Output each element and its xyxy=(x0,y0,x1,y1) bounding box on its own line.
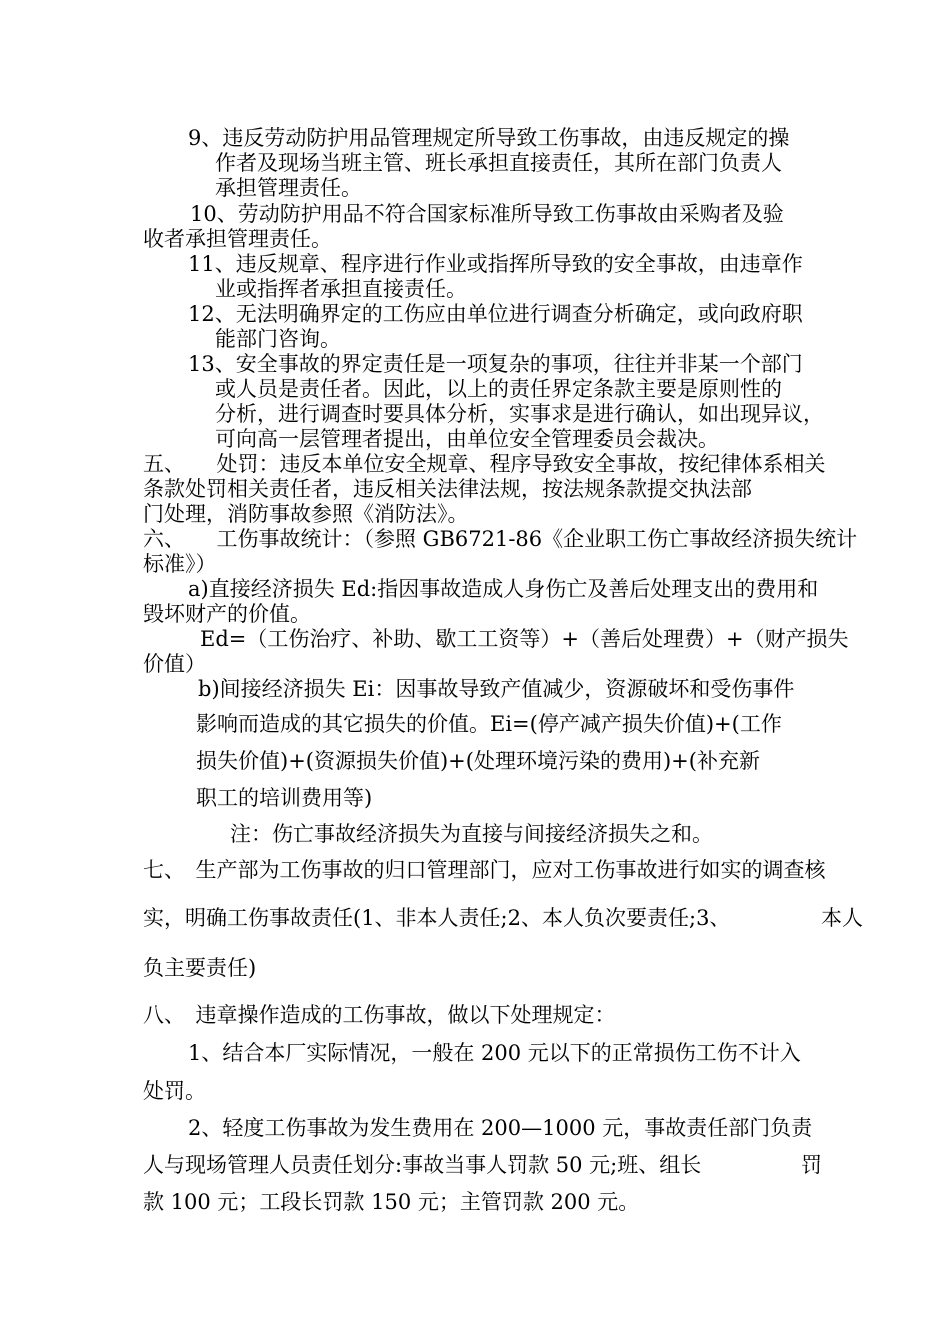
rule-2-line-2: 人与现场管理人员责任划分:事故当事人罚款 50 元;班、组长 xyxy=(143,1153,702,1177)
item-13-line-2: 或人员是责任者。因此，以上的责任界定条款主要是原则性的 xyxy=(215,377,782,401)
item-10-line-1: 10、劳动防护用品不符合国家标准所导致工伤事故由采购者及验 xyxy=(190,202,784,226)
item-12-line-1: 12、无法明确界定的工伤应由单位进行调查分析确定，或向政府职 xyxy=(188,302,803,326)
indirect-loss-line-1: b)间接经济损失 Ei：因事故导致产值减少，资源破坏和受伤事件 xyxy=(198,677,795,701)
rule-2-line-3: 款 100 元；工段长罚款 150 元；主管罚款 200 元。 xyxy=(143,1190,640,1214)
section-5-line-2: 条款处罚相关责任者，违反相关法律法规，按法规条款提交执法部 xyxy=(143,477,752,501)
section-7-line-1: 七、 生产部为工伤事故的归口管理部门，应对工伤事故进行如实的调查核 xyxy=(143,858,826,882)
loss-note: 注：伤亡事故经济损失为直接与间接经济损失之和。 xyxy=(230,822,713,846)
rule-2-line-1: 2、轻度工伤事故为发生费用在 200—1000 元，事故责任部门负责 xyxy=(188,1116,813,1140)
section-7-line-2: 实，明确工伤事故责任(1、非本人责任;2、本人负次要责任;3、 xyxy=(143,906,731,930)
rule-1-line-2: 处罚。 xyxy=(143,1079,206,1103)
item-12-line-2: 能部门咨询。 xyxy=(215,327,341,351)
item-9-line-2: 作者及现场当班主管、班长承担直接责任，其所在部门负责人 xyxy=(215,151,782,175)
section-5-line-1: 五、 处罚：违反本单位安全规章、程序导致安全事故，按纪律体系相关 xyxy=(143,452,826,476)
section-6-line-2: 标准》） xyxy=(143,552,217,576)
section-8-heading: 八、 违章操作造成的工伤事故，做以下处理规定： xyxy=(143,1003,616,1027)
item-13-line-1: 13、安全事故的界定责任是一项复杂的事项，往往并非某一个部门 xyxy=(188,352,803,376)
section-6-line-1: 六、 工伤事故统计：（参照 GB6721-86《企业职工伤亡事故经济损失统计 xyxy=(143,527,858,551)
section-5-line-3: 门处理，消防事故参照《消防法》。 xyxy=(143,502,469,526)
section-7-line-3: 负主要责任) xyxy=(143,956,257,980)
item-13-line-4: 可向高一层管理者提出，由单位安全管理委员会裁决。 xyxy=(215,427,719,451)
item-9-line-3: 承担管理责任。 xyxy=(215,176,362,200)
item-11-line-1: 11、违反规章、程序进行作业或指挥所导致的安全事故，由违章作 xyxy=(188,252,803,276)
direct-loss-formula-line-1: Ed=（工伤治疗、补助、歇工工资等）+（善后处理费）+（财产损失 xyxy=(200,627,849,651)
item-11-line-2: 业或指挥者承担直接责任。 xyxy=(215,277,467,301)
rule-1-line-1: 1、结合本厂实际情况，一般在 200 元以下的正常损伤工伤不计入 xyxy=(188,1041,801,1065)
section-7-line-2-end: 本人 xyxy=(821,906,863,930)
indirect-loss-line-3: 损失价值)+(资源损失价值)+(处理环境污染的费用)+(补充新 xyxy=(196,749,760,773)
item-13-line-3: 分析，进行调查时要具体分析，实事求是进行确认，如出现异议， xyxy=(215,402,824,426)
indirect-loss-line-2: 影响而造成的其它损失的价值。Ei=(停产减产损失价值)+(工作 xyxy=(196,712,782,736)
direct-loss-formula-line-2: 价值） xyxy=(143,652,206,676)
direct-loss-line-1: a)直接经济损失 Ed:指因事故造成人身伤亡及善后处理支出的费用和 xyxy=(188,577,819,601)
item-9-line-1: 9、违反劳动防护用品管理规定所导致工伤事故，由违反规定的操 xyxy=(188,126,790,150)
direct-loss-line-2: 毁坏财产的价值。 xyxy=(143,602,311,626)
rule-2-line-2-end: 罚 xyxy=(801,1153,822,1177)
item-10-line-2: 收者承担管理责任。 xyxy=(143,227,332,251)
indirect-loss-line-4: 职工的培训费用等) xyxy=(196,786,373,810)
